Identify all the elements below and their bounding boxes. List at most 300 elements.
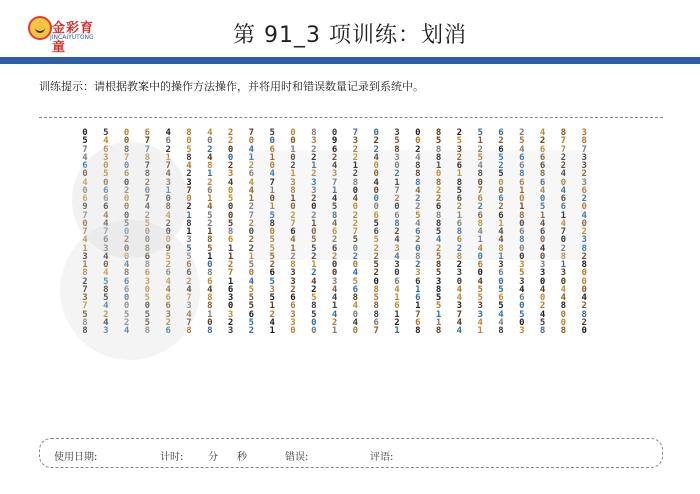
digit-cell[interactable]: 5	[456, 185, 463, 196]
digit-cell[interactable]: 3	[186, 235, 192, 246]
digit-cell[interactable]: 1	[477, 136, 483, 147]
digit-cell[interactable]: 3	[290, 268, 296, 279]
digit-cell[interactable]: 0	[560, 235, 567, 246]
digit-cell[interactable]: 5	[144, 309, 151, 320]
digit-cell[interactable]: 6	[186, 260, 192, 270]
digit-cell[interactable]: 7	[186, 293, 192, 303]
digit-cell[interactable]: 2	[498, 161, 504, 171]
digit-cell[interactable]: 4	[248, 177, 255, 188]
digit-cell[interactable]: 0	[186, 136, 192, 147]
digit-cell[interactable]: 4	[165, 128, 171, 138]
digit-cell[interactable]: 5	[477, 128, 483, 138]
digit-cell[interactable]: 3	[519, 260, 525, 270]
digit-cell[interactable]: 6	[165, 293, 171, 303]
digit-cell[interactable]: 2	[248, 235, 255, 246]
digit-cell[interactable]: 2	[394, 227, 400, 237]
digit-cell[interactable]: 1	[311, 218, 317, 229]
digit-cell[interactable]: 0	[82, 169, 88, 180]
digit-cell[interactable]: 7	[82, 144, 88, 155]
digit-cell[interactable]: 8	[311, 301, 317, 312]
digit-cell[interactable]: 0	[415, 243, 421, 254]
digit-cell[interactable]: 2	[373, 243, 379, 254]
digit-cell[interactable]: 2	[331, 317, 338, 328]
digit-cell[interactable]: 1	[331, 185, 338, 196]
digit-cell[interactable]: 4	[477, 227, 483, 237]
digit-cell[interactable]: 1	[207, 227, 213, 237]
digit-cell[interactable]: 3	[227, 309, 234, 320]
digit-cell[interactable]: 1	[269, 326, 275, 336]
digit-cell[interactable]: 4	[331, 293, 338, 303]
digit-cell[interactable]: 4	[103, 268, 109, 279]
digit-cell[interactable]: 4	[394, 251, 400, 262]
digit-cell[interactable]: 2	[227, 161, 234, 171]
digit-cell[interactable]: 8	[435, 326, 442, 336]
digit-cell[interactable]: 8	[435, 284, 442, 295]
digit-cell[interactable]: 5	[331, 202, 338, 213]
digit-cell[interactable]: 5	[103, 276, 109, 287]
digit-cell[interactable]: 0	[519, 317, 525, 328]
digit-cell[interactable]: 0	[165, 227, 171, 237]
digit-cell[interactable]: 2	[352, 152, 359, 163]
digit-cell[interactable]: 0	[269, 161, 275, 171]
digit-cell[interactable]: 1	[186, 227, 192, 237]
digit-cell[interactable]: 3	[352, 136, 359, 147]
digit-cell[interactable]: 0	[539, 276, 546, 287]
digit-cell[interactable]: 8	[560, 128, 567, 138]
digit-cell[interactable]: 8	[373, 284, 379, 295]
digit-cell[interactable]: 2	[456, 243, 463, 254]
digit-cell[interactable]: 4	[269, 317, 275, 328]
digit-cell[interactable]: 5	[144, 218, 151, 229]
digit-cell[interactable]: 2	[373, 268, 379, 279]
digit-cell[interactable]: 7	[477, 185, 483, 196]
digit-cell[interactable]: 8	[207, 326, 213, 336]
digit-cell[interactable]: 1	[435, 309, 442, 320]
digit-cell[interactable]: 1	[394, 293, 400, 303]
digit-cell[interactable]: 2	[248, 202, 255, 213]
digit-cell[interactable]: 0	[456, 276, 463, 287]
digit-cell[interactable]: 0	[227, 202, 234, 213]
digit-cell[interactable]: 6	[498, 293, 504, 303]
digit-cell[interactable]: 0	[373, 202, 379, 213]
digit-cell[interactable]: 2	[581, 301, 587, 312]
digit-cell[interactable]: 2	[415, 260, 421, 270]
digit-cell[interactable]: 4	[456, 293, 463, 303]
digit-cell[interactable]: 3	[581, 152, 587, 163]
digit-cell[interactable]: 4	[165, 284, 171, 295]
digit-cell[interactable]: 8	[123, 144, 130, 155]
digit-cell[interactable]: 0	[560, 317, 567, 328]
digit-cell[interactable]: 0	[207, 136, 213, 147]
digit-cell[interactable]: 2	[560, 152, 567, 163]
digit-cell[interactable]: 5	[227, 194, 234, 204]
digit-cell[interactable]: 0	[248, 227, 255, 237]
digit-cell[interactable]: 0	[539, 235, 546, 246]
digit-cell[interactable]: 2	[435, 194, 442, 204]
digit-cell[interactable]: 7	[248, 210, 255, 221]
digit-cell[interactable]: 6	[165, 268, 171, 279]
digit-cell[interactable]: 1	[248, 152, 255, 163]
digit-cell[interactable]: 2	[331, 152, 338, 163]
digit-cell[interactable]: 1	[290, 243, 296, 254]
digit-cell[interactable]: 7	[415, 309, 421, 320]
digit-cell[interactable]: 8	[207, 301, 213, 312]
digit-cell[interactable]: 5	[498, 301, 504, 312]
digit-cell[interactable]: 7	[456, 309, 463, 320]
digit-cell[interactable]: 2	[165, 144, 171, 155]
digit-cell[interactable]: 5	[186, 251, 192, 262]
digit-cell[interactable]: 6	[207, 276, 213, 287]
digit-cell[interactable]: 0	[498, 276, 504, 287]
digit-cell[interactable]: 0	[352, 202, 359, 213]
digit-cell[interactable]: 6	[415, 276, 421, 287]
digit-cell[interactable]: 1	[435, 317, 442, 328]
digit-cell[interactable]: 4	[82, 152, 88, 163]
digit-cell[interactable]: 5	[103, 293, 109, 303]
digit-cell[interactable]: 4	[123, 260, 130, 270]
digit-cell[interactable]: 0	[82, 185, 88, 196]
digit-cell[interactable]: 8	[269, 218, 275, 229]
digit-cell[interactable]: 3	[311, 136, 317, 147]
digit-cell[interactable]: 4	[331, 309, 338, 320]
digit-cell[interactable]: 7	[165, 161, 171, 171]
digit-cell[interactable]: 5	[477, 284, 483, 295]
digit-cell[interactable]: 4	[394, 235, 400, 246]
digit-cell[interactable]: 4	[498, 227, 504, 237]
digit-cell[interactable]: 8	[498, 326, 504, 336]
digit-cell[interactable]: 4	[165, 210, 171, 221]
digit-cell[interactable]: 3	[103, 243, 109, 254]
digit-cell[interactable]: 5	[269, 251, 275, 262]
digit-cell[interactable]: 4	[539, 185, 546, 196]
digit-cell[interactable]: 5	[165, 251, 171, 262]
digit-cell[interactable]: 8	[581, 136, 587, 147]
digit-cell[interactable]: 2	[311, 268, 317, 279]
digit-cell[interactable]: 2	[539, 301, 546, 312]
digit-cell[interactable]: 7	[227, 268, 234, 279]
digit-cell[interactable]: 8	[311, 128, 317, 138]
digit-cell[interactable]: 8	[539, 326, 546, 336]
digit-cell[interactable]: 8	[415, 169, 421, 180]
digit-cell[interactable]: 0	[186, 194, 192, 204]
digit-cell[interactable]: 1	[415, 284, 421, 295]
digit-cell[interactable]: 0	[269, 136, 275, 147]
digit-cell[interactable]: 8	[186, 128, 192, 138]
digit-cell[interactable]: 8	[227, 227, 234, 237]
digit-cell[interactable]: 6	[539, 227, 546, 237]
digit-cell[interactable]: 9	[82, 202, 88, 213]
digit-cell[interactable]: 8	[519, 235, 525, 246]
digit-cell[interactable]: 0	[415, 128, 421, 138]
digit-cell[interactable]: 8	[581, 260, 587, 270]
digit-cell[interactable]: 0	[123, 161, 130, 171]
digit-cell[interactable]: 6	[331, 243, 338, 254]
digit-cell[interactable]: 8	[394, 218, 400, 229]
digit-cell[interactable]: 0	[539, 194, 546, 204]
digit-cell[interactable]: 5	[373, 293, 379, 303]
digit-cell[interactable]: 2	[227, 128, 234, 138]
digit-cell[interactable]: 2	[82, 276, 88, 287]
digit-cell[interactable]: 0	[290, 202, 296, 213]
digit-cell[interactable]: 2	[269, 260, 275, 270]
digit-cell[interactable]: 8	[560, 301, 567, 312]
digit-cell[interactable]: 6	[415, 293, 421, 303]
digit-cell[interactable]: 5	[373, 218, 379, 229]
digit-cell[interactable]: 1	[498, 251, 504, 262]
digit-cell[interactable]: 8	[560, 251, 567, 262]
digit-cell[interactable]: 2	[581, 317, 587, 328]
digit-cell[interactable]: 4	[331, 194, 338, 204]
digit-cell[interactable]: 1	[477, 235, 483, 246]
digit-cell[interactable]: 3	[581, 128, 587, 138]
digit-cell[interactable]: 0	[373, 128, 379, 138]
digit-cell[interactable]: 2	[311, 251, 317, 262]
digit-cell[interactable]: 8	[456, 251, 463, 262]
digit-cell[interactable]: 4	[207, 152, 213, 163]
digit-cell[interactable]: 0	[581, 268, 587, 279]
digit-cell[interactable]: 8	[415, 177, 421, 188]
digit-cell[interactable]: 0	[103, 161, 109, 171]
digit-cell[interactable]: 8	[165, 202, 171, 213]
digit-cell[interactable]: 7	[560, 227, 567, 237]
digit-cell[interactable]: 0	[207, 260, 213, 270]
digit-cell[interactable]: 2	[248, 326, 255, 336]
digit-cell[interactable]: 0	[311, 227, 317, 237]
digit-cell[interactable]: 9	[165, 243, 171, 254]
digit-cell[interactable]: 3	[539, 268, 546, 279]
digit-cell[interactable]: 5	[498, 152, 504, 163]
digit-cell[interactable]: 0	[352, 260, 359, 270]
digit-cell[interactable]: 4	[165, 276, 171, 287]
digit-cell[interactable]: 3	[311, 185, 317, 196]
digit-cell[interactable]: 4	[331, 161, 338, 171]
digit-cell[interactable]: 4	[560, 284, 567, 295]
digit-cell[interactable]: 8	[435, 177, 442, 188]
digit-cell[interactable]: 6	[435, 202, 442, 213]
digit-cell[interactable]: 0	[227, 210, 234, 221]
digit-cell[interactable]: 8	[435, 210, 442, 221]
digit-cell[interactable]: 1	[539, 210, 546, 221]
digit-cell[interactable]: 7	[144, 144, 151, 155]
digit-cell[interactable]: 4	[82, 177, 88, 188]
digit-cell[interactable]: 2	[207, 177, 213, 188]
digit-cell[interactable]: 4	[186, 161, 192, 171]
digit-cell[interactable]: 6	[103, 202, 109, 213]
digit-cell[interactable]: 3	[581, 177, 587, 188]
digit-cell[interactable]: 6	[144, 128, 151, 138]
digit-cell[interactable]: 1	[331, 301, 338, 312]
digit-cell[interactable]: 2	[415, 202, 421, 213]
digit-cell[interactable]: 0	[560, 276, 567, 287]
digit-cell[interactable]: 3	[519, 326, 525, 336]
digit-cell[interactable]: 2	[165, 218, 171, 229]
digit-cell[interactable]: 3	[103, 152, 109, 163]
digit-cell[interactable]: 0	[123, 202, 130, 213]
digit-cell[interactable]: 3	[456, 268, 463, 279]
digit-cell[interactable]: 2	[415, 194, 421, 204]
digit-cell[interactable]: 2	[207, 218, 213, 229]
digit-cell[interactable]: 5	[248, 284, 255, 295]
digit-cell[interactable]: 4	[207, 202, 213, 213]
digit-cell[interactable]: 7	[82, 210, 88, 221]
digit-cell[interactable]: 0	[394, 202, 400, 213]
digit-cell[interactable]: 8	[415, 326, 421, 336]
digit-cell[interactable]: 7	[186, 185, 192, 196]
digit-cell[interactable]: 5	[373, 235, 379, 246]
digit-cell[interactable]: 5	[456, 136, 463, 147]
digit-cell[interactable]: 0	[123, 136, 130, 147]
digit-cell[interactable]: 7	[144, 161, 151, 171]
digit-cell[interactable]: 2	[415, 235, 421, 246]
digit-cell[interactable]: 3	[519, 276, 525, 287]
digit-cell[interactable]: 2	[186, 169, 192, 180]
digit-cell[interactable]: 6	[498, 194, 504, 204]
digit-cell[interactable]: 0	[123, 301, 130, 312]
digit-cell[interactable]: 8	[435, 144, 442, 155]
digit-cell[interactable]: 4	[352, 317, 359, 328]
digit-cell[interactable]: 2	[248, 161, 255, 171]
digit-cell[interactable]: 7	[581, 144, 587, 155]
digit-cell[interactable]: 0	[82, 128, 88, 138]
digit-cell[interactable]: 3	[581, 235, 587, 246]
digit-cell[interactable]: 0	[103, 177, 109, 188]
digit-cell[interactable]: 7	[560, 144, 567, 155]
digit-cell[interactable]: 1	[290, 194, 296, 204]
digit-cell[interactable]: 2	[581, 194, 587, 204]
digit-cell[interactable]: 6	[165, 301, 171, 312]
digit-cell[interactable]: 6	[519, 152, 525, 163]
digit-cell[interactable]: 4	[477, 161, 483, 171]
digit-cell[interactable]: 2	[435, 185, 442, 196]
digit-cell[interactable]: 2	[207, 144, 213, 155]
digit-cell[interactable]: 8	[456, 177, 463, 188]
digit-cell[interactable]: 3	[165, 309, 171, 320]
digit-cell[interactable]: 4	[560, 218, 567, 229]
digit-cell[interactable]: 6	[498, 128, 504, 138]
digit-cell[interactable]: 5	[248, 301, 255, 312]
digit-cell[interactable]: 8	[290, 185, 296, 196]
digit-cell[interactable]: 3	[186, 301, 192, 312]
digit-cell[interactable]: 0	[435, 169, 442, 180]
digit-cell[interactable]: 2	[456, 260, 463, 270]
digit-cell[interactable]: 2	[477, 144, 483, 155]
digit-cell[interactable]: 8	[477, 169, 483, 180]
digit-cell[interactable]: 4	[352, 268, 359, 279]
digit-cell[interactable]: 8	[394, 144, 400, 155]
digit-cell[interactable]: 2	[498, 202, 504, 213]
digit-cell[interactable]: 5	[539, 202, 546, 213]
digit-cell[interactable]: 8	[519, 169, 525, 180]
digit-cell[interactable]: 0	[227, 185, 234, 196]
digit-cell[interactable]: 6	[123, 169, 130, 180]
digit-cell[interactable]: 0	[560, 309, 567, 320]
digit-cell[interactable]: 6	[103, 185, 109, 196]
digit-cell[interactable]: 8	[415, 251, 421, 262]
digit-cell[interactable]: 6	[186, 268, 192, 279]
digit-cell[interactable]: 1	[456, 169, 463, 180]
digit-cell[interactable]: 4	[539, 128, 546, 138]
digit-cell[interactable]: 2	[165, 317, 171, 328]
digit-cell[interactable]: 2	[394, 169, 400, 180]
digit-cell[interactable]: 5	[248, 293, 255, 303]
digit-cell[interactable]: 0	[498, 177, 504, 188]
digit-cell[interactable]: 2	[456, 128, 463, 138]
digit-cell[interactable]: 4	[539, 243, 546, 254]
digit-cell[interactable]: 0	[352, 309, 359, 320]
digit-cell[interactable]: 5	[498, 169, 504, 180]
digit-cell[interactable]: 6	[394, 210, 400, 221]
digit-cell[interactable]: 0	[519, 243, 525, 254]
digit-cell[interactable]: 8	[373, 301, 379, 312]
digit-cell[interactable]: 4	[456, 317, 463, 328]
digit-cell[interactable]: 5	[311, 293, 317, 303]
digit-cell[interactable]: 1	[186, 210, 192, 221]
digit-cell[interactable]: 8	[435, 128, 442, 138]
digit-cell[interactable]: 2	[415, 144, 421, 155]
digit-cell[interactable]: 5	[269, 243, 275, 254]
digit-cell[interactable]: 2	[311, 169, 317, 180]
digit-cell[interactable]: 6	[82, 161, 88, 171]
digit-cell[interactable]: 5	[498, 284, 504, 295]
digit-cell[interactable]: 5	[269, 293, 275, 303]
digit-cell[interactable]: 2	[394, 317, 400, 328]
digit-cell[interactable]: 4	[560, 185, 567, 196]
digit-cell[interactable]: 5	[352, 235, 359, 246]
digit-cell[interactable]: 8	[290, 260, 296, 270]
digit-cell[interactable]: 2	[227, 260, 234, 270]
digit-cell[interactable]: 1	[519, 202, 525, 213]
digit-cell[interactable]: 1	[269, 185, 275, 196]
digit-cell[interactable]: 8	[435, 152, 442, 163]
digit-cell[interactable]: 3	[103, 326, 109, 336]
digit-cell[interactable]: 0	[248, 136, 255, 147]
digit-cell[interactable]: 0	[103, 260, 109, 270]
digit-cell[interactable]: 0	[123, 210, 130, 221]
digit-cell[interactable]: 0	[539, 293, 546, 303]
digit-cell[interactable]: 8	[415, 161, 421, 171]
digit-cell[interactable]: 6	[581, 185, 587, 196]
digit-cell[interactable]: 1	[227, 243, 234, 254]
digit-cell[interactable]: 5	[435, 136, 442, 147]
digit-cell[interactable]: 1	[248, 251, 255, 262]
digit-cell[interactable]: 5	[207, 243, 213, 254]
digit-cell[interactable]: 8	[477, 218, 483, 229]
digit-cell[interactable]: 4	[352, 301, 359, 312]
digit-cell[interactable]: 3	[394, 243, 400, 254]
digit-cell[interactable]: 7	[123, 152, 130, 163]
digit-cell[interactable]: 7	[248, 128, 255, 138]
digit-cell[interactable]: 1	[165, 185, 171, 196]
digit-cell[interactable]: 2	[186, 276, 192, 287]
digit-cell[interactable]: 1	[456, 210, 463, 221]
digit-cell[interactable]: 2	[311, 194, 317, 204]
digit-cell[interactable]: 0	[373, 185, 379, 196]
digit-cell[interactable]: 4	[311, 276, 317, 287]
digit-cell[interactable]: 3	[290, 317, 296, 328]
digit-cell[interactable]: 3	[290, 276, 296, 287]
digit-cell[interactable]: 6	[227, 284, 234, 295]
digit-cell[interactable]: 0	[269, 227, 275, 237]
digit-cell[interactable]: 5	[477, 293, 483, 303]
digit-cell[interactable]: 8	[144, 152, 151, 163]
digit-cell[interactable]: 0	[144, 185, 151, 196]
digit-cell[interactable]: 5	[435, 293, 442, 303]
digit-cell[interactable]: 4	[519, 144, 525, 155]
digit-cell[interactable]: 8	[144, 169, 151, 180]
digit-cell[interactable]: 5	[123, 309, 130, 320]
digit-cell[interactable]: 3	[456, 301, 463, 312]
digit-cell[interactable]: 2	[352, 210, 359, 221]
